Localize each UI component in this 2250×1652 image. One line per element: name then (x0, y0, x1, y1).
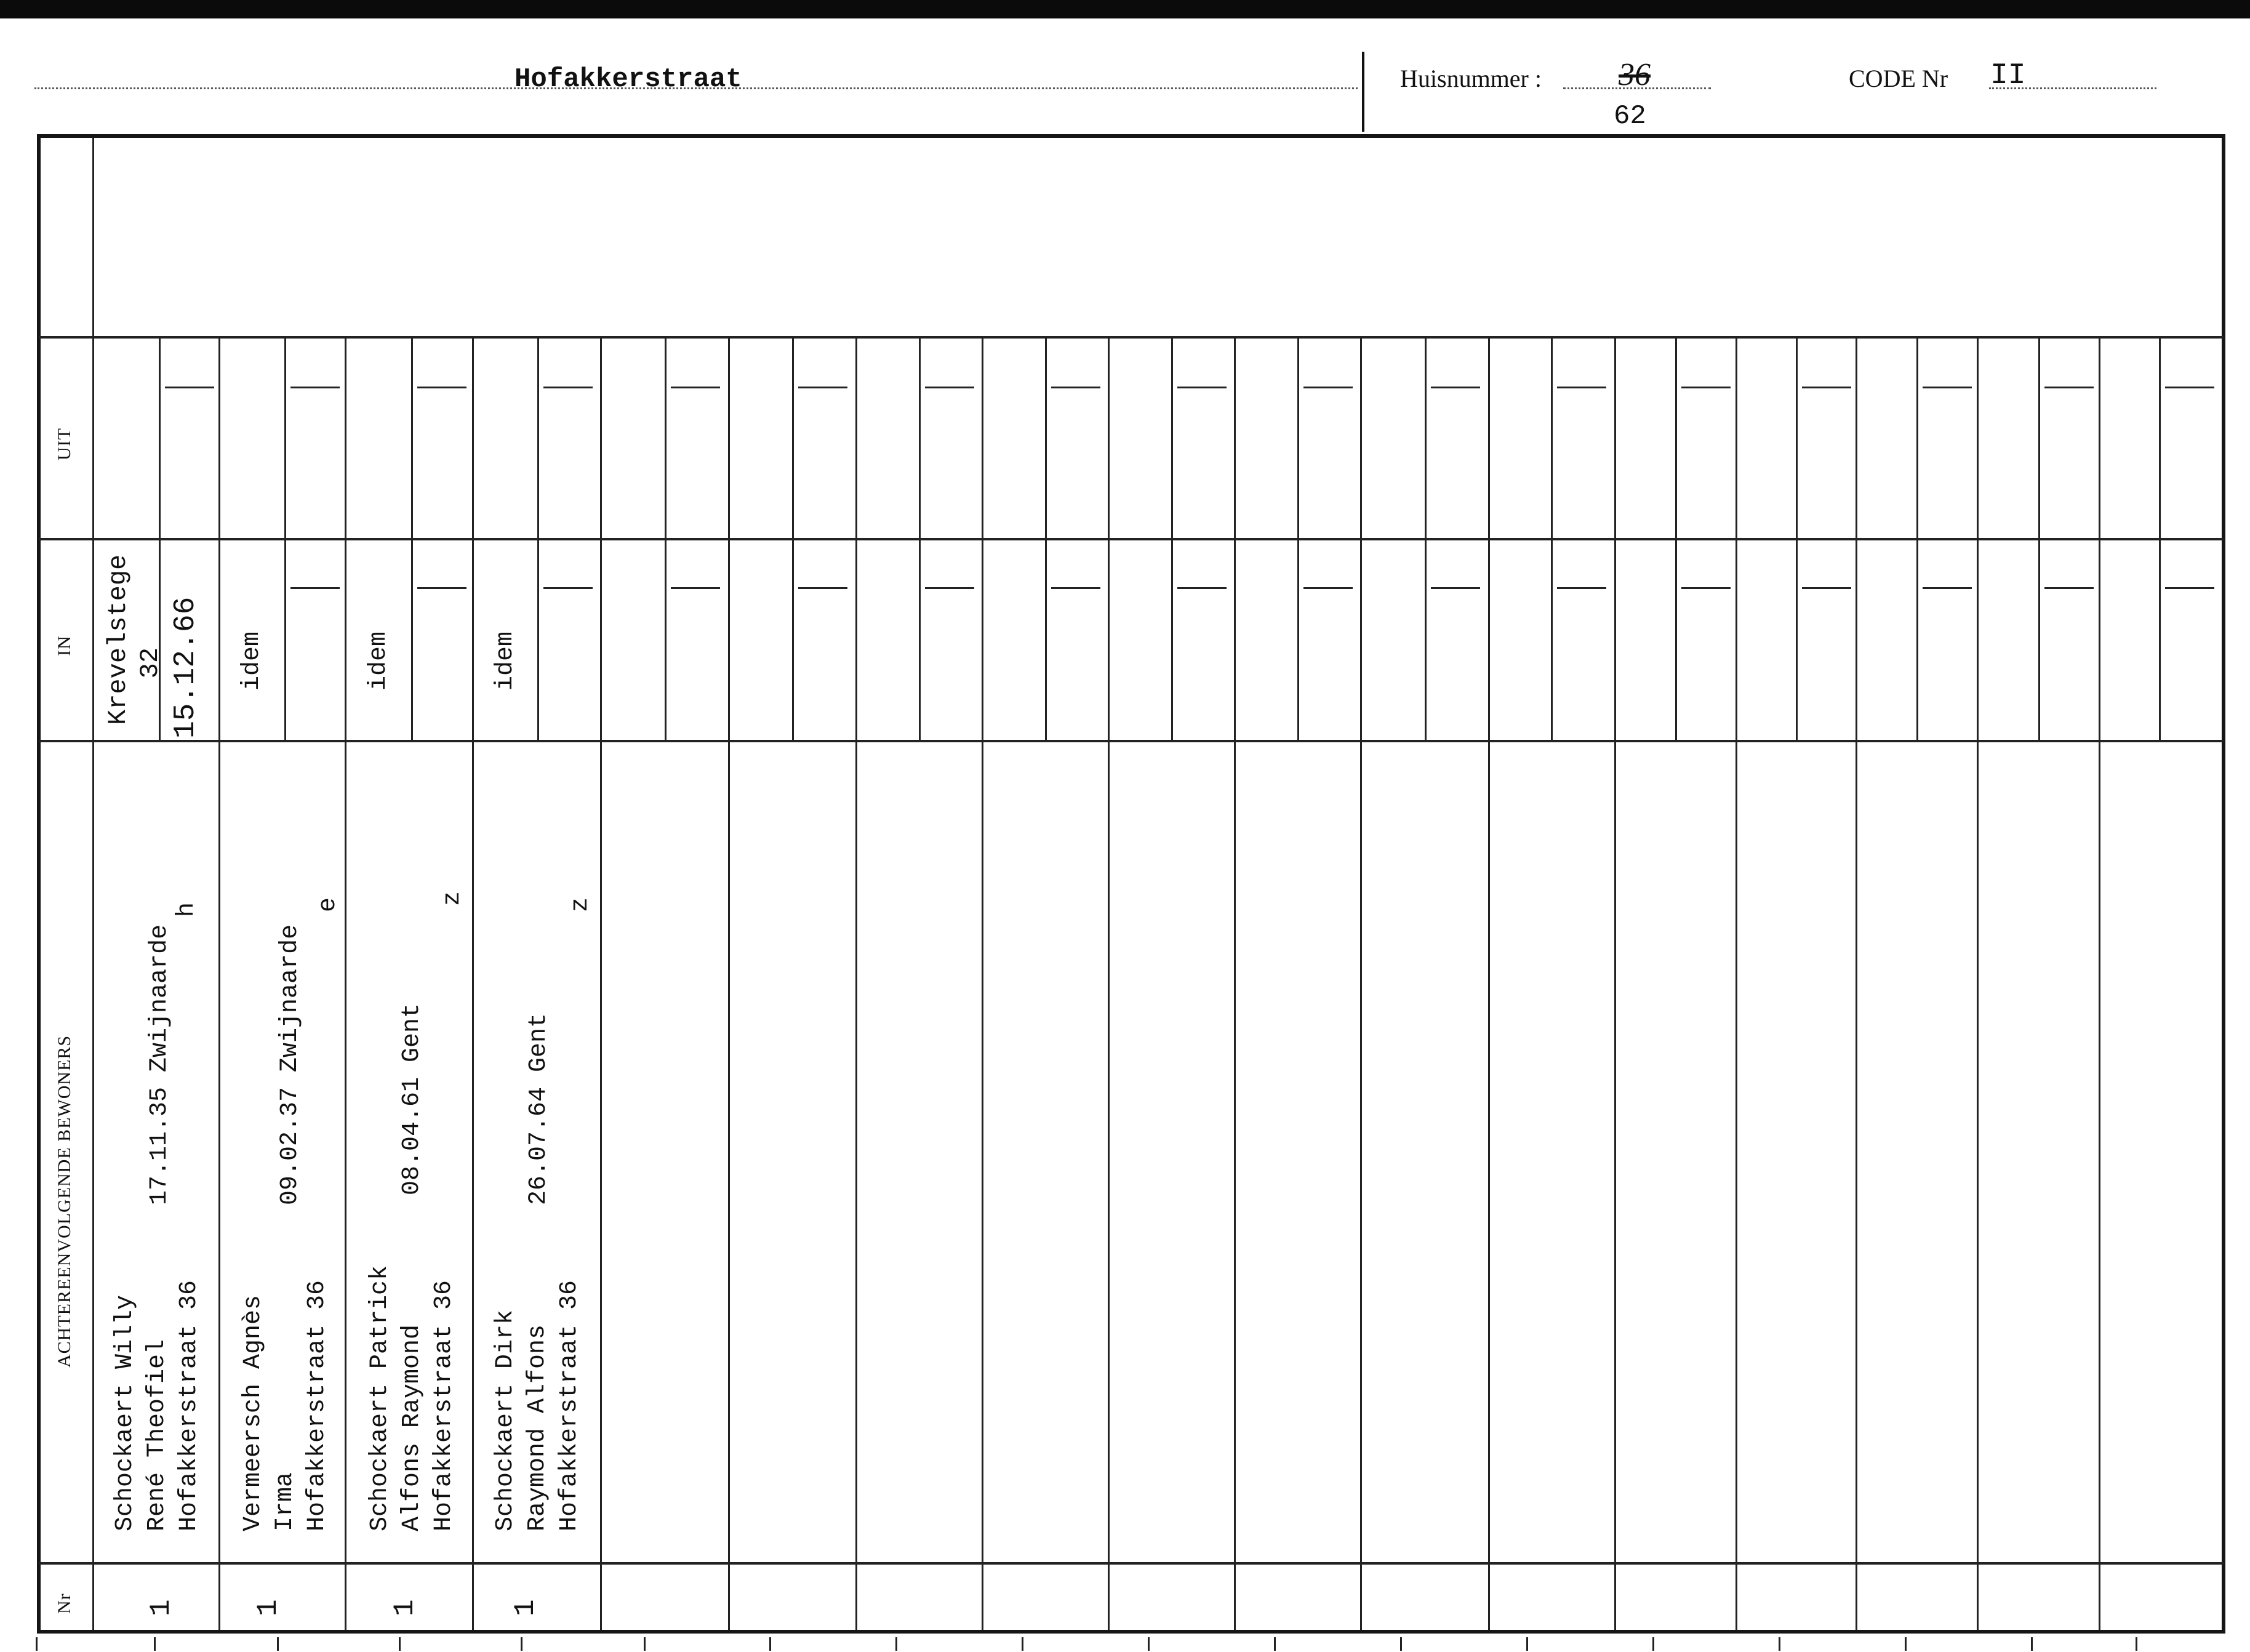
resident-name: Schockaert Dirk Raymond Alfons Hofakkerstraat 36 (492, 1280, 583, 1531)
bottom-tick (769, 1637, 771, 1651)
in-dash (1051, 587, 1100, 589)
uit-dash (1051, 387, 1100, 388)
resident-name: Schockaert Willy René Theofiel Hofakkerstraat 36 (111, 1280, 203, 1531)
uit-dash (165, 387, 214, 388)
bottom-tick (36, 1637, 38, 1651)
resident-mark: h (173, 902, 201, 917)
in-dash (671, 587, 720, 589)
subcolumn-divider (2159, 337, 2161, 740)
bottom-tick (1905, 1637, 1907, 1651)
resident-mark: z (439, 891, 466, 906)
column-divider (472, 337, 474, 1630)
column-divider (728, 337, 730, 1630)
column-divider (982, 337, 983, 1630)
huisnummer-old: 36 (1619, 57, 1651, 92)
street-name: Hofakkerstraat (514, 64, 742, 95)
subcolumn-divider (1425, 337, 1427, 740)
subcolumn-divider (1297, 337, 1299, 740)
bottom-tick (399, 1637, 401, 1651)
in-dash (2044, 587, 2094, 589)
bottom-tick (1274, 1637, 1276, 1651)
subcolumn-divider (792, 337, 794, 740)
in-date: 15.12.66 (169, 596, 202, 739)
uit-dash (2044, 387, 2094, 388)
uit-dash (1923, 387, 1972, 388)
resident-birth: 26.07.64 Gent (525, 1012, 553, 1205)
bottom-tick (644, 1637, 646, 1651)
row-divider-bewoners (39, 740, 2224, 742)
top-border-bar (0, 0, 2250, 18)
subcolumn-divider (537, 337, 539, 740)
subcolumn-divider (284, 337, 286, 740)
resident-mark: e (314, 897, 342, 912)
in-dash (417, 587, 466, 589)
bottom-tick (1652, 1637, 1654, 1651)
bottom-tick (1400, 1637, 1402, 1651)
code-label: CODE Nr (1849, 65, 1948, 92)
bottom-tick (154, 1637, 156, 1651)
resident-mark: z (567, 897, 595, 912)
label-column-divider (92, 138, 94, 1630)
code-dotted-line (1989, 87, 2156, 89)
subcolumn-divider (1675, 337, 1677, 740)
resident-birth: 08.04.61 Gent (398, 1003, 426, 1195)
uit-dash (1681, 387, 1731, 388)
row-divider-uit (39, 336, 2224, 339)
uit-dash (290, 387, 340, 388)
in-dash (925, 587, 974, 589)
uit-dash (543, 387, 593, 388)
subcolumn-divider (1916, 337, 1918, 740)
bottom-tick (521, 1637, 522, 1651)
subcolumn-divider (1796, 337, 1798, 740)
column-divider (1977, 337, 1979, 1630)
bottom-tick (1022, 1637, 1023, 1651)
resident-nr: 1 (145, 1599, 177, 1616)
column-divider (1234, 337, 1236, 1630)
resident-name: Schockaert Patrick Alfons Raymond Hofakkerstraat 36 (366, 1265, 458, 1531)
subcolumn-divider (411, 337, 413, 740)
in-dash (543, 587, 593, 589)
uit-dash (1557, 387, 1606, 388)
huisnummer-new: 62 (1614, 101, 1646, 132)
in-dash (1923, 587, 1972, 589)
resident-birth: 17.11.35 Zwijnaarde (146, 924, 174, 1205)
bottom-tick (1148, 1637, 1150, 1651)
column-divider (1736, 337, 1737, 1630)
in-dash (1177, 587, 1227, 589)
subcolumn-divider (665, 337, 667, 740)
column-divider (600, 337, 602, 1630)
subcolumn-divider (1045, 337, 1047, 740)
uit-dash (2165, 387, 2214, 388)
in-address: Krevelstege 32 (103, 554, 165, 725)
in-dash (798, 587, 847, 589)
column-divider (1360, 337, 1362, 1630)
row-divider-in (39, 538, 2224, 540)
subcolumn-divider (1171, 337, 1173, 740)
huisnummer-label: Huisnummer : (1400, 65, 1542, 92)
column-divider (1488, 337, 1490, 1630)
bottom-tick (2136, 1637, 2137, 1651)
in-dash (2165, 587, 2214, 589)
column-divider (855, 337, 857, 1630)
bottom-tick (1526, 1637, 1528, 1651)
uit-dash (798, 387, 847, 388)
uit-dash (1303, 387, 1353, 388)
row-label-in: IN (54, 635, 74, 656)
column-divider (218, 337, 220, 1630)
uit-dash (1802, 387, 1851, 388)
column-divider (1856, 337, 1857, 1630)
in-dash (290, 587, 340, 589)
header-separator (1362, 52, 1364, 132)
uit-dash (417, 387, 466, 388)
in-dash (1431, 587, 1480, 589)
code-value: II (1990, 59, 2026, 92)
resident-name: Vermeersch Agnès Irma Hofakkerstraat 36 (239, 1280, 331, 1531)
resident-birth: 09.02.37 Zwijnaarde (276, 924, 304, 1205)
subcolumn-divider (2038, 337, 2040, 740)
column-divider (2099, 337, 2100, 1630)
resident-nr: 1 (510, 1599, 542, 1616)
uit-dash (1431, 387, 1480, 388)
column-divider (345, 337, 346, 1630)
bottom-tick (2031, 1637, 2033, 1651)
in-dash (1557, 587, 1606, 589)
row-label-bewoners: ACHTEREENVOLGENDE BEWONERS (54, 1035, 74, 1368)
bottom-tick (895, 1637, 897, 1651)
row-label-nr: Nr (54, 1593, 74, 1614)
resident-nr: 1 (252, 1599, 284, 1616)
row-label-uit: UIT (54, 428, 74, 460)
uit-dash (925, 387, 974, 388)
in-dash (1303, 587, 1353, 589)
bottom-tick (277, 1637, 279, 1651)
resident-nr: 1 (389, 1599, 421, 1616)
in-dash (1681, 587, 1731, 589)
in-address: idem (238, 631, 266, 691)
subcolumn-divider (1551, 337, 1553, 740)
in-dash (1802, 587, 1851, 589)
column-divider (1108, 337, 1110, 1630)
in-address: idem (492, 631, 519, 691)
bottom-tick (1779, 1637, 1780, 1651)
column-divider (1614, 337, 1616, 1630)
in-address: idem (365, 631, 393, 691)
subcolumn-divider (919, 337, 921, 740)
row-divider-nr (39, 1562, 2224, 1565)
uit-dash (1177, 387, 1227, 388)
uit-dash (671, 387, 720, 388)
